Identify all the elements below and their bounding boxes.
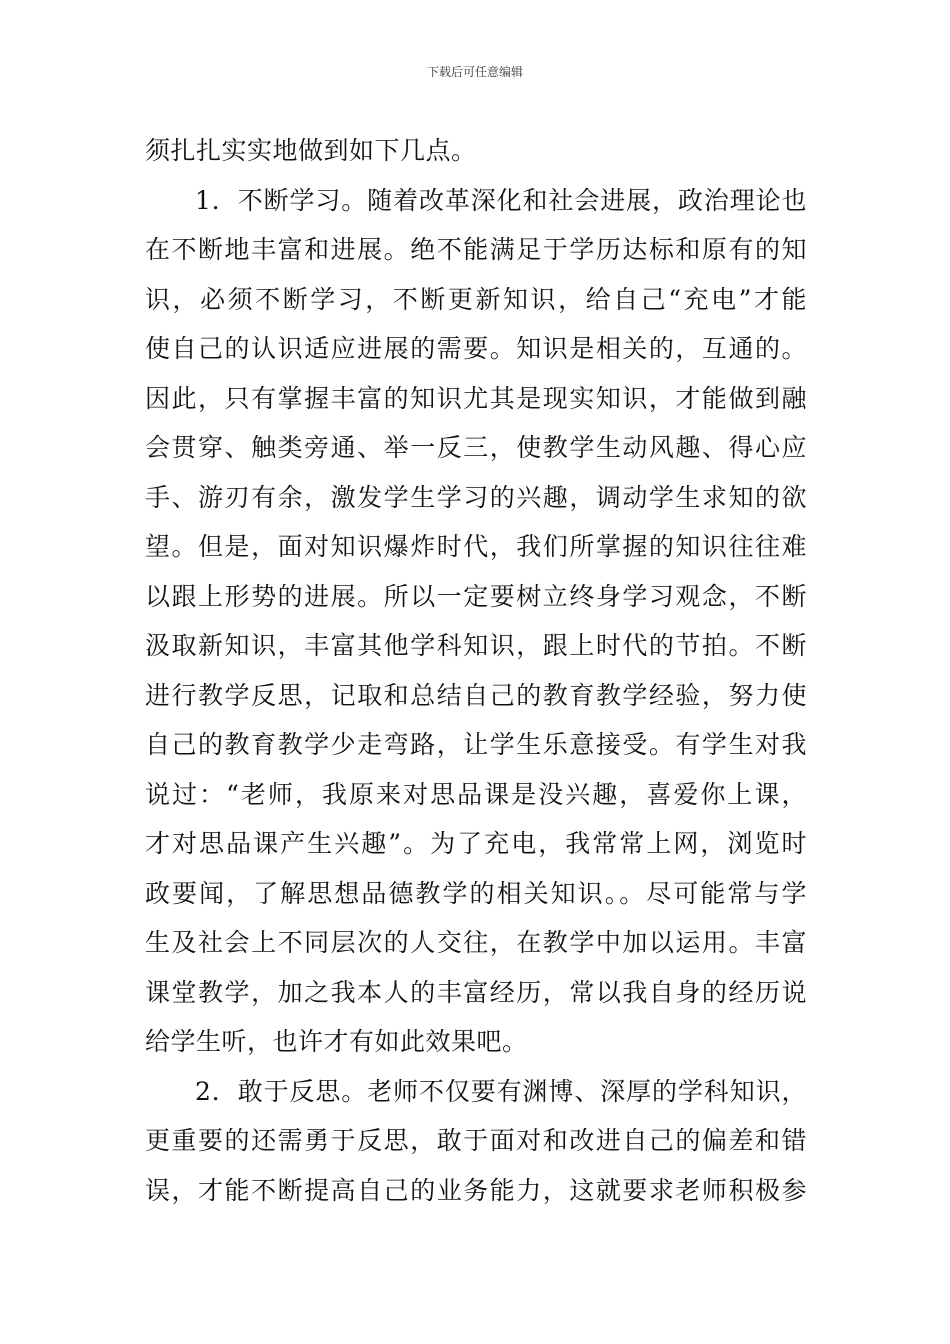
text-line: 政要闻，了解思想品德教学的相关知识。。尽可能常与学 <box>145 878 807 908</box>
text-line: 会贯穿、触类旁通、举一反三，使教学生动风趣、得心应 <box>145 433 807 462</box>
text-line: 1．不断学习。随着改革深化和社会进展，政治理论也 <box>195 185 807 215</box>
text-line: 给学生听，也许才有如此效果吧。 <box>145 1027 528 1056</box>
text-line: 2．敢于反思。老师不仅要有渊博、深厚的学科知识， <box>195 1076 807 1106</box>
text-line: 须扎扎实实地做到如下几点。 <box>145 136 477 165</box>
text-line: 误，才能不断提高自己的业务能力，这就要求老师积极参 <box>145 1175 807 1205</box>
text-line: 说过：“老师，我原来对思品课是没兴趣，喜爱你上课， <box>145 779 807 809</box>
text-line: 手、游刃有余，激发学生学习的兴趣，调动学生求知的欲 <box>145 482 807 512</box>
paragraph <box>145 1067 807 1216</box>
text-line: 更重要的还需勇于反思，敢于面对和改进自己的偏差和错 <box>145 1126 807 1155</box>
paragraph <box>145 126 807 176</box>
text-line: 望。但是，面对知识爆炸时代，我们所掌握的知识往往难 <box>145 532 807 561</box>
text-line: 课堂教学，加之我本人的丰富经历，常以我自身的经历说 <box>145 977 807 1007</box>
text-line: 以跟上形势的进展。所以一定要树立终身学习观念，不断 <box>145 581 807 611</box>
text-line: 使自己的认识适应进展的需要。知识是相关的，互通的。 <box>145 334 807 363</box>
text-line: 汲取新知识，丰富其他学科知识，跟上时代的节拍。不断 <box>145 631 807 660</box>
paragraph <box>145 176 807 1067</box>
document-body <box>145 126 807 1215</box>
text-line: 自己的教育教学少走弯路，让学生乐意接受。有学生对我 <box>145 730 807 759</box>
text-line: 进行教学反思，记取和总结自己的教育教学经验，努力使 <box>145 680 807 710</box>
text-line: 识，必须不断学习，不断更新知识，给自己“充电”才能 <box>145 284 807 314</box>
page-header: 下载后可任意编辑 <box>426 65 523 79</box>
text-line: 生及社会上不同层次的人交往，在教学中加以运用。丰富 <box>145 928 807 957</box>
text-line: 在不断地丰富和进展。绝不能满足于学历达标和原有的知 <box>145 235 807 264</box>
text-line: 因此，只有掌握丰富的知识尤其是现实知识，才能做到融 <box>145 383 807 413</box>
text-line: 才对思品课产生兴趣”。为了充电，我常常上网，浏览时 <box>145 829 807 858</box>
